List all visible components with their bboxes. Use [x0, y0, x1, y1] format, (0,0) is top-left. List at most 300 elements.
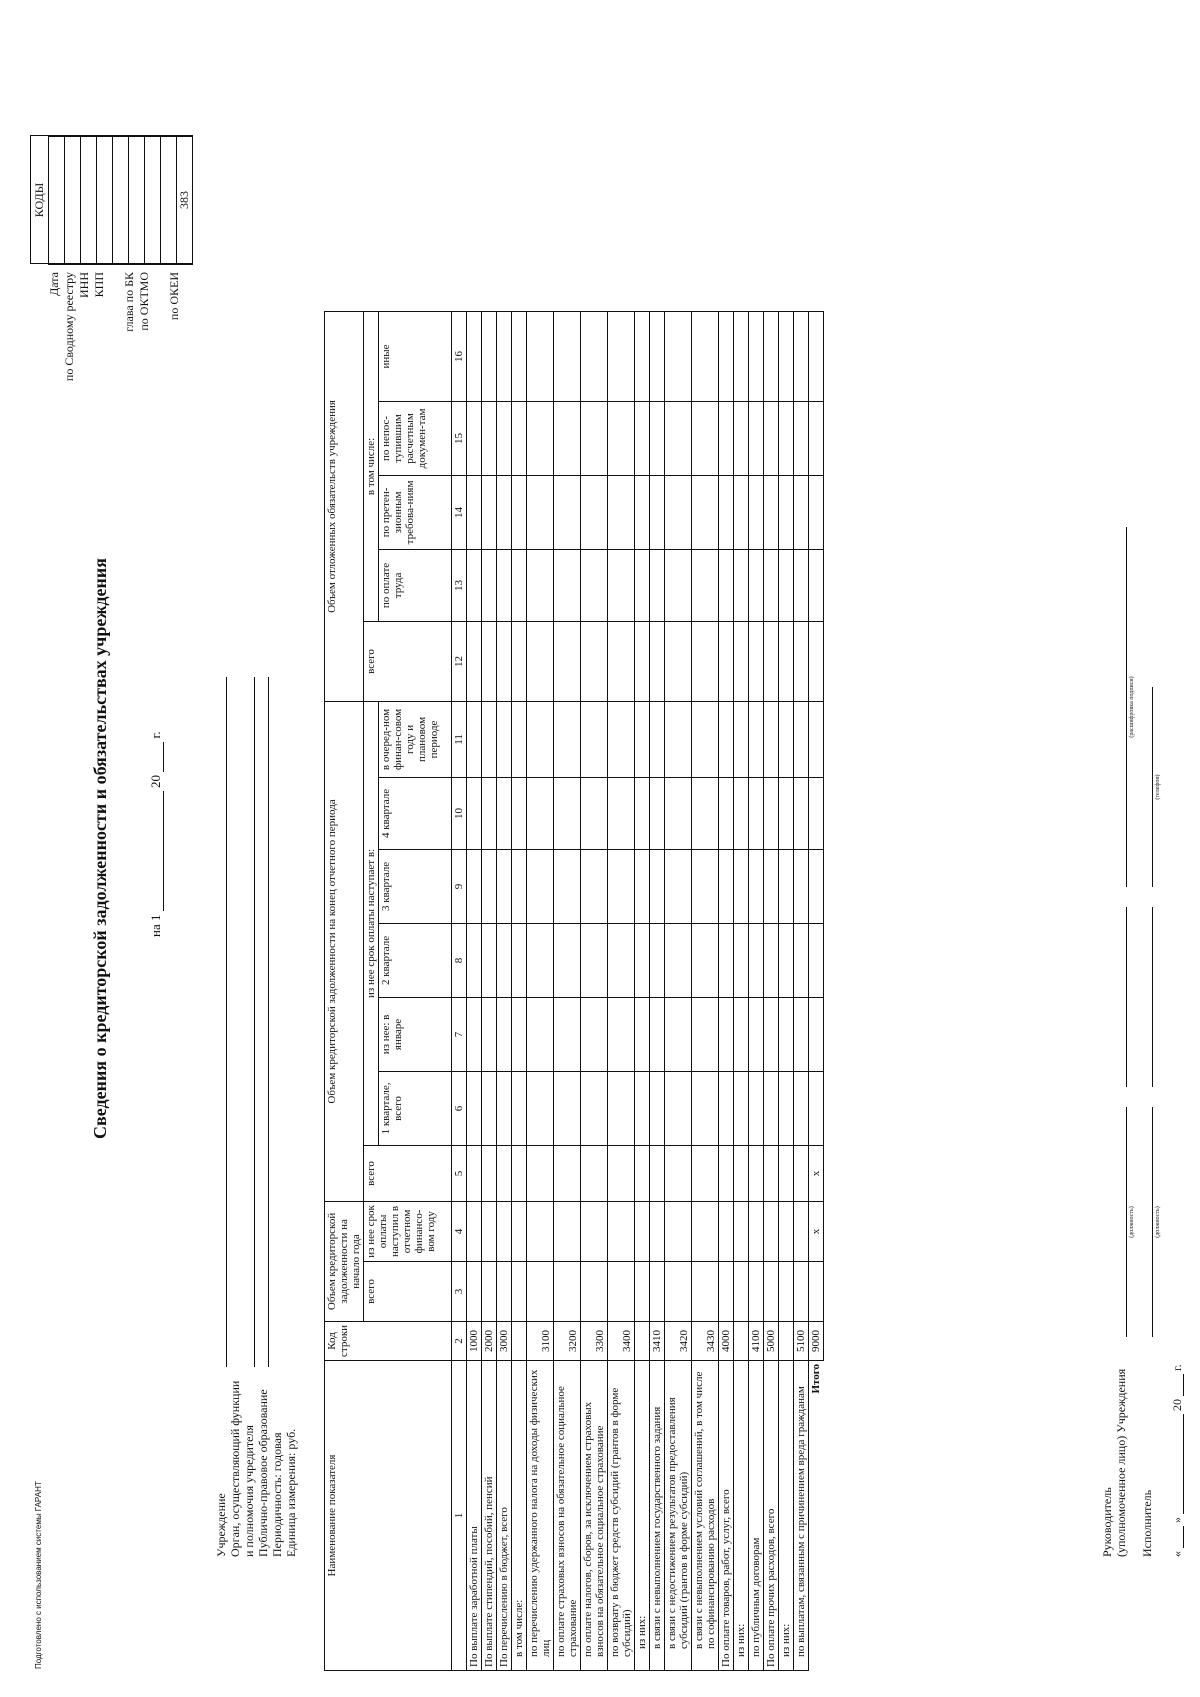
row-value-cell[interactable]	[749, 777, 764, 849]
row-value-cell[interactable]	[512, 475, 527, 549]
code-value-inn[interactable]	[81, 136, 97, 264]
row-value-cell[interactable]	[650, 1201, 665, 1261]
row-value-cell[interactable]	[581, 475, 608, 549]
code-value-registry[interactable]	[65, 136, 81, 264]
row-value-cell[interactable]	[527, 549, 554, 621]
row-value-cell[interactable]	[635, 923, 650, 997]
row-value-cell[interactable]	[749, 549, 764, 621]
row-value-cell[interactable]	[512, 923, 527, 997]
row-value-cell[interactable]	[764, 621, 779, 701]
row-value-cell[interactable]	[635, 311, 650, 401]
row-value-cell[interactable]	[497, 923, 512, 997]
row-value-cell[interactable]	[527, 923, 554, 997]
row-value-cell[interactable]	[482, 1071, 497, 1145]
row-value-cell[interactable]	[692, 1145, 719, 1201]
row-value-cell[interactable]	[665, 401, 692, 475]
row-value-cell[interactable]	[608, 1201, 635, 1261]
row-value-cell[interactable]	[734, 621, 749, 701]
row-value-cell[interactable]	[692, 1071, 719, 1145]
row-value-cell[interactable]	[608, 777, 635, 849]
row-value-cell[interactable]	[665, 311, 692, 401]
row-value-cell[interactable]	[482, 1201, 497, 1261]
row-value-cell[interactable]	[497, 701, 512, 777]
row-value-cell[interactable]	[608, 923, 635, 997]
public-entity-field[interactable]	[268, 677, 269, 1367]
row-value-cell[interactable]	[608, 997, 635, 1071]
code-value-blank-1[interactable]	[113, 136, 129, 264]
total-value-cell[interactable]	[809, 923, 824, 997]
row-value-cell[interactable]	[692, 1201, 719, 1261]
row-value-cell[interactable]	[779, 549, 794, 621]
code-value-date[interactable]	[49, 136, 65, 264]
row-value-cell[interactable]	[692, 701, 719, 777]
row-value-cell[interactable]	[692, 549, 719, 621]
row-value-cell[interactable]	[497, 401, 512, 475]
row-value-cell[interactable]	[665, 1201, 692, 1261]
row-value-cell[interactable]	[467, 923, 482, 997]
row-value-cell[interactable]	[527, 1261, 554, 1321]
row-value-cell[interactable]	[482, 997, 497, 1071]
row-value-cell[interactable]	[749, 923, 764, 997]
row-value-cell[interactable]	[650, 401, 665, 475]
row-value-cell[interactable]	[467, 1145, 482, 1201]
total-value-cell[interactable]	[809, 1261, 824, 1321]
row-value-cell[interactable]	[779, 311, 794, 401]
row-value-cell[interactable]	[527, 997, 554, 1071]
row-value-cell[interactable]	[650, 1071, 665, 1145]
row-value-cell[interactable]	[734, 401, 749, 475]
row-value-cell[interactable]	[527, 1145, 554, 1201]
row-value-cell[interactable]	[650, 311, 665, 401]
row-value-cell[interactable]	[554, 549, 581, 621]
row-value-cell[interactable]	[764, 1261, 779, 1321]
row-value-cell[interactable]	[779, 1145, 794, 1201]
date-year-field[interactable]	[150, 742, 164, 772]
row-value-cell[interactable]	[665, 621, 692, 701]
total-value-cell[interactable]	[809, 1071, 824, 1145]
code-value-kpp[interactable]	[97, 136, 113, 264]
row-value-cell[interactable]	[512, 1145, 527, 1201]
row-value-cell[interactable]	[554, 849, 581, 923]
row-value-cell[interactable]	[692, 849, 719, 923]
institution-field[interactable]	[226, 677, 227, 1367]
total-value-cell[interactable]	[809, 997, 824, 1071]
row-value-cell[interactable]	[650, 1261, 665, 1321]
row-value-cell[interactable]	[692, 923, 719, 997]
row-value-cell[interactable]	[527, 311, 554, 401]
total-value-cell[interactable]	[809, 621, 824, 701]
row-value-cell[interactable]	[635, 549, 650, 621]
row-value-cell[interactable]	[749, 401, 764, 475]
row-value-cell[interactable]	[665, 549, 692, 621]
row-value-cell[interactable]	[554, 401, 581, 475]
row-value-cell[interactable]	[749, 1261, 764, 1321]
row-value-cell[interactable]	[779, 475, 794, 549]
source-note: Подготовлено с использованием системы ГАРАНТ	[34, 1481, 43, 1669]
row-value-cell[interactable]	[794, 475, 809, 549]
row-value-cell[interactable]	[512, 1261, 527, 1321]
row-value-cell[interactable]	[581, 1201, 608, 1261]
row-value-cell[interactable]	[497, 549, 512, 621]
row-value-cell[interactable]	[512, 701, 527, 777]
row-value-cell[interactable]	[794, 1071, 809, 1145]
row-value-cell[interactable]	[719, 475, 734, 549]
row-value-cell[interactable]	[650, 475, 665, 549]
row-value-cell[interactable]	[650, 997, 665, 1071]
row-value-cell[interactable]	[779, 849, 794, 923]
row-value-cell[interactable]	[779, 621, 794, 701]
row-value-cell[interactable]	[512, 1071, 527, 1145]
row-value-cell[interactable]	[650, 621, 665, 701]
row-value-cell[interactable]	[719, 1145, 734, 1201]
row-value-cell[interactable]	[749, 849, 764, 923]
row-value-cell[interactable]	[512, 849, 527, 923]
row-value-cell[interactable]	[497, 1261, 512, 1321]
row-value-cell[interactable]	[635, 997, 650, 1071]
row-value-cell[interactable]	[779, 923, 794, 997]
row-value-cell[interactable]	[749, 701, 764, 777]
row-value-cell[interactable]	[749, 311, 764, 401]
row-value-cell[interactable]	[764, 401, 779, 475]
row-value-cell[interactable]	[467, 401, 482, 475]
row-value-cell[interactable]	[764, 997, 779, 1071]
row-value-cell[interactable]	[554, 1145, 581, 1201]
row-value-cell[interactable]	[734, 1201, 749, 1261]
row-value-cell[interactable]	[764, 1071, 779, 1145]
row-value-cell[interactable]	[608, 1145, 635, 1201]
row-value-cell[interactable]	[650, 701, 665, 777]
head-signature-field[interactable]	[1126, 907, 1127, 1087]
row-value-cell[interactable]	[527, 701, 554, 777]
row-value-cell[interactable]	[692, 401, 719, 475]
row-value-cell[interactable]	[719, 849, 734, 923]
row-value-cell[interactable]	[497, 1071, 512, 1145]
row-value-cell[interactable]	[608, 1261, 635, 1321]
row-value-cell[interactable]	[482, 401, 497, 475]
row-value-cell[interactable]	[665, 849, 692, 923]
row-value-cell[interactable]	[719, 311, 734, 401]
head-position-field[interactable]	[1126, 1107, 1127, 1337]
header-end-due: из нее срок оплаты наступает в:	[364, 701, 379, 1145]
head-name-field[interactable]	[1126, 527, 1127, 887]
row-value-cell[interactable]	[467, 1261, 482, 1321]
founder-field[interactable]	[254, 677, 255, 1367]
row-value-cell[interactable]	[581, 1261, 608, 1321]
row-value-cell[interactable]	[581, 621, 608, 701]
row-value-cell[interactable]	[635, 1261, 650, 1321]
row-value-cell[interactable]	[719, 701, 734, 777]
row-value-cell[interactable]	[719, 549, 734, 621]
row-value-cell[interactable]	[467, 1201, 482, 1261]
row-indicator-name: в связи с невыполнением государственного задания	[650, 1361, 665, 1671]
row-value-cell[interactable]	[749, 1201, 764, 1261]
row-value-cell[interactable]	[467, 311, 482, 401]
row-value-cell[interactable]	[734, 1261, 749, 1321]
row-value-cell[interactable]	[527, 401, 554, 475]
row-value-cell[interactable]	[482, 923, 497, 997]
row-value-cell[interactable]	[482, 549, 497, 621]
row-value-cell[interactable]	[734, 311, 749, 401]
total-value-cell[interactable]	[809, 549, 824, 621]
row-value-cell[interactable]	[719, 777, 734, 849]
row-value-cell[interactable]	[497, 997, 512, 1071]
row-value-cell[interactable]	[794, 311, 809, 401]
row-value-cell[interactable]	[554, 997, 581, 1071]
report-date-line	[148, 731, 164, 937]
row-value-cell[interactable]	[794, 549, 809, 621]
code-value-okei[interactable]: 383	[177, 136, 193, 264]
row-value-cell[interactable]	[779, 1201, 794, 1261]
row-value-cell[interactable]	[554, 475, 581, 549]
row-value-cell[interactable]	[467, 475, 482, 549]
row-value-cell[interactable]	[482, 1145, 497, 1201]
row-value-cell[interactable]	[764, 549, 779, 621]
row-value-cell[interactable]	[512, 401, 527, 475]
row-value-cell[interactable]	[764, 1201, 779, 1261]
row-value-cell[interactable]	[581, 777, 608, 849]
row-value-cell[interactable]	[554, 621, 581, 701]
row-value-cell[interactable]	[635, 401, 650, 475]
row-value-cell[interactable]	[719, 1261, 734, 1321]
row-value-cell[interactable]	[581, 1071, 608, 1145]
row-value-cell[interactable]	[794, 997, 809, 1071]
row-value-cell[interactable]	[779, 401, 794, 475]
row-value-cell[interactable]	[692, 311, 719, 401]
row-value-cell[interactable]	[635, 475, 650, 549]
sign-month-field[interactable]	[1170, 1414, 1184, 1514]
row-value-cell[interactable]	[554, 311, 581, 401]
row-value-cell[interactable]	[635, 777, 650, 849]
row-value-cell[interactable]	[719, 923, 734, 997]
row-value-cell[interactable]	[665, 923, 692, 997]
row-value-cell[interactable]	[497, 849, 512, 923]
row-indicator-name: в том числе:	[512, 1361, 527, 1671]
row-value-cell[interactable]	[692, 777, 719, 849]
row-value-cell[interactable]	[467, 621, 482, 701]
row-value-cell[interactable]	[635, 849, 650, 923]
row-value-cell[interactable]	[734, 849, 749, 923]
row-value-cell[interactable]	[581, 549, 608, 621]
row-value-cell[interactable]	[794, 777, 809, 849]
row-value-cell[interactable]	[467, 849, 482, 923]
row-value-cell[interactable]	[719, 1071, 734, 1145]
row-value-cell[interactable]	[749, 1145, 764, 1201]
header-start-due: из нее срок оплаты наступил в отчетном финансо-вом году	[364, 1201, 452, 1261]
row-value-cell[interactable]	[581, 849, 608, 923]
row-value-cell[interactable]	[764, 311, 779, 401]
executor-phone-field[interactable]	[1152, 687, 1153, 887]
total-value-cell[interactable]	[809, 849, 824, 923]
row-value-cell[interactable]	[650, 849, 665, 923]
row-value-cell[interactable]	[527, 1071, 554, 1145]
head-label-1: Руководитель	[1100, 1487, 1114, 1557]
row-value-cell[interactable]	[734, 777, 749, 849]
row-value-cell[interactable]	[650, 777, 665, 849]
header-q4: 4 квартале	[379, 777, 452, 849]
row-value-cell[interactable]	[554, 777, 581, 849]
row-value-cell[interactable]	[608, 701, 635, 777]
row-value-cell[interactable]	[650, 549, 665, 621]
row-value-cell[interactable]	[734, 923, 749, 997]
row-line-code: 3420	[665, 1321, 692, 1360]
row-value-cell[interactable]	[764, 849, 779, 923]
row-value-cell[interactable]	[665, 1261, 692, 1321]
row-value-cell[interactable]	[482, 311, 497, 401]
row-value-cell[interactable]	[719, 621, 734, 701]
row-value-cell[interactable]	[779, 777, 794, 849]
row-value-cell[interactable]	[692, 621, 719, 701]
row-value-cell[interactable]	[635, 701, 650, 777]
row-value-cell[interactable]	[734, 475, 749, 549]
row-value-cell[interactable]	[665, 701, 692, 777]
row-value-cell[interactable]	[608, 401, 635, 475]
row-value-cell[interactable]	[779, 1261, 794, 1321]
row-value-cell[interactable]	[794, 1261, 809, 1321]
row-value-cell[interactable]	[527, 1201, 554, 1261]
row-value-cell[interactable]	[554, 1201, 581, 1261]
code-value-oktmo[interactable]	[145, 136, 161, 264]
row-value-cell[interactable]	[512, 311, 527, 401]
code-value-blank-2[interactable]	[161, 136, 177, 264]
row-value-cell[interactable]	[692, 997, 719, 1071]
row-value-cell[interactable]	[794, 849, 809, 923]
code-value-bk[interactable]	[129, 136, 145, 264]
row-value-cell[interactable]	[734, 549, 749, 621]
executor-position-field[interactable]	[1152, 1107, 1153, 1337]
row-value-cell[interactable]	[734, 1145, 749, 1201]
row-value-cell[interactable]	[764, 777, 779, 849]
row-value-cell[interactable]	[749, 1071, 764, 1145]
row-value-cell[interactable]	[467, 549, 482, 621]
row-value-cell[interactable]	[749, 621, 764, 701]
row-value-cell[interactable]	[665, 777, 692, 849]
row-value-cell[interactable]	[665, 475, 692, 549]
row-value-cell[interactable]	[650, 923, 665, 997]
row-value-cell[interactable]	[581, 701, 608, 777]
row-value-cell[interactable]	[467, 1071, 482, 1145]
row-value-cell[interactable]	[719, 1201, 734, 1261]
row-value-cell[interactable]	[764, 1145, 779, 1201]
row-value-cell[interactable]	[764, 701, 779, 777]
row-value-cell[interactable]	[482, 701, 497, 777]
row-value-cell[interactable]	[635, 621, 650, 701]
total-value-cell[interactable]	[809, 777, 824, 849]
row-value-cell[interactable]	[650, 1145, 665, 1201]
row-value-cell[interactable]	[581, 311, 608, 401]
row-value-cell[interactable]	[467, 701, 482, 777]
row-value-cell[interactable]	[794, 1145, 809, 1201]
row-value-cell[interactable]	[467, 777, 482, 849]
row-value-cell[interactable]	[497, 621, 512, 701]
executor-name-field[interactable]	[1152, 907, 1153, 1087]
sign-day-field[interactable]	[1170, 1526, 1184, 1548]
row-value-cell[interactable]	[734, 997, 749, 1071]
row-value-cell[interactable]	[512, 1201, 527, 1261]
row-value-cell[interactable]	[734, 701, 749, 777]
row-value-cell[interactable]	[497, 475, 512, 549]
row-value-cell[interactable]	[794, 923, 809, 997]
row-value-cell[interactable]	[608, 849, 635, 923]
row-value-cell[interactable]	[527, 777, 554, 849]
row-value-cell[interactable]	[665, 1145, 692, 1201]
row-value-cell[interactable]	[779, 1071, 794, 1145]
row-value-cell[interactable]	[665, 997, 692, 1071]
row-value-cell[interactable]	[794, 401, 809, 475]
row-value-cell[interactable]	[482, 777, 497, 849]
row-value-cell[interactable]	[719, 997, 734, 1071]
row-value-cell[interactable]	[608, 475, 635, 549]
row-value-cell[interactable]	[719, 401, 734, 475]
row-value-cell[interactable]	[635, 1201, 650, 1261]
row-value-cell[interactable]	[512, 621, 527, 701]
head-label-2: (уполномоченное лицо) Учреждения	[1114, 1368, 1128, 1557]
row-value-cell[interactable]	[581, 401, 608, 475]
table-row	[764, 311, 779, 1670]
row-value-cell[interactable]	[497, 777, 512, 849]
total-value-cell[interactable]	[809, 475, 824, 549]
row-value-cell[interactable]	[665, 1071, 692, 1145]
row-value-cell[interactable]	[482, 849, 497, 923]
row-value-cell[interactable]	[764, 475, 779, 549]
total-value-cell[interactable]	[809, 701, 824, 777]
date-close-quote: »	[1170, 1517, 1184, 1523]
row-value-cell[interactable]	[692, 1261, 719, 1321]
row-value-cell[interactable]	[749, 997, 764, 1071]
row-value-cell[interactable]	[554, 701, 581, 777]
row-value-cell[interactable]	[512, 997, 527, 1071]
row-value-cell[interactable]	[527, 849, 554, 923]
row-value-cell[interactable]	[635, 1145, 650, 1201]
sign-year-field[interactable]	[1170, 1374, 1184, 1396]
row-value-cell[interactable]	[527, 475, 554, 549]
row-value-cell[interactable]	[794, 1201, 809, 1261]
total-value-cell[interactable]	[809, 311, 824, 401]
row-value-cell[interactable]	[512, 549, 527, 621]
row-value-cell[interactable]	[497, 311, 512, 401]
row-value-cell[interactable]	[581, 923, 608, 997]
row-value-cell[interactable]	[794, 621, 809, 701]
row-value-cell[interactable]	[794, 701, 809, 777]
row-value-cell[interactable]	[482, 1261, 497, 1321]
row-value-cell[interactable]	[581, 997, 608, 1071]
row-value-cell[interactable]	[692, 475, 719, 549]
row-value-cell[interactable]	[608, 311, 635, 401]
row-value-cell[interactable]	[764, 923, 779, 997]
row-value-cell[interactable]	[497, 1145, 512, 1201]
row-value-cell[interactable]	[554, 923, 581, 997]
row-value-cell[interactable]	[482, 475, 497, 549]
row-value-cell[interactable]	[635, 1071, 650, 1145]
row-value-cell[interactable]	[608, 1071, 635, 1145]
row-value-cell[interactable]	[581, 1145, 608, 1201]
row-value-cell[interactable]	[497, 1201, 512, 1261]
total-row	[809, 311, 824, 1670]
date-day-month-field[interactable]	[150, 791, 164, 911]
row-value-cell[interactable]	[779, 701, 794, 777]
total-value-cell[interactable]	[809, 401, 824, 475]
row-value-cell[interactable]	[512, 777, 527, 849]
row-value-cell[interactable]	[482, 621, 497, 701]
row-value-cell[interactable]	[527, 621, 554, 701]
row-value-cell[interactable]	[554, 1261, 581, 1321]
row-value-cell[interactable]	[467, 997, 482, 1071]
row-value-cell[interactable]	[734, 1071, 749, 1145]
row-value-cell[interactable]	[608, 549, 635, 621]
row-value-cell[interactable]	[554, 1071, 581, 1145]
row-value-cell[interactable]	[749, 475, 764, 549]
row-value-cell[interactable]	[779, 997, 794, 1071]
row-value-cell[interactable]	[608, 621, 635, 701]
